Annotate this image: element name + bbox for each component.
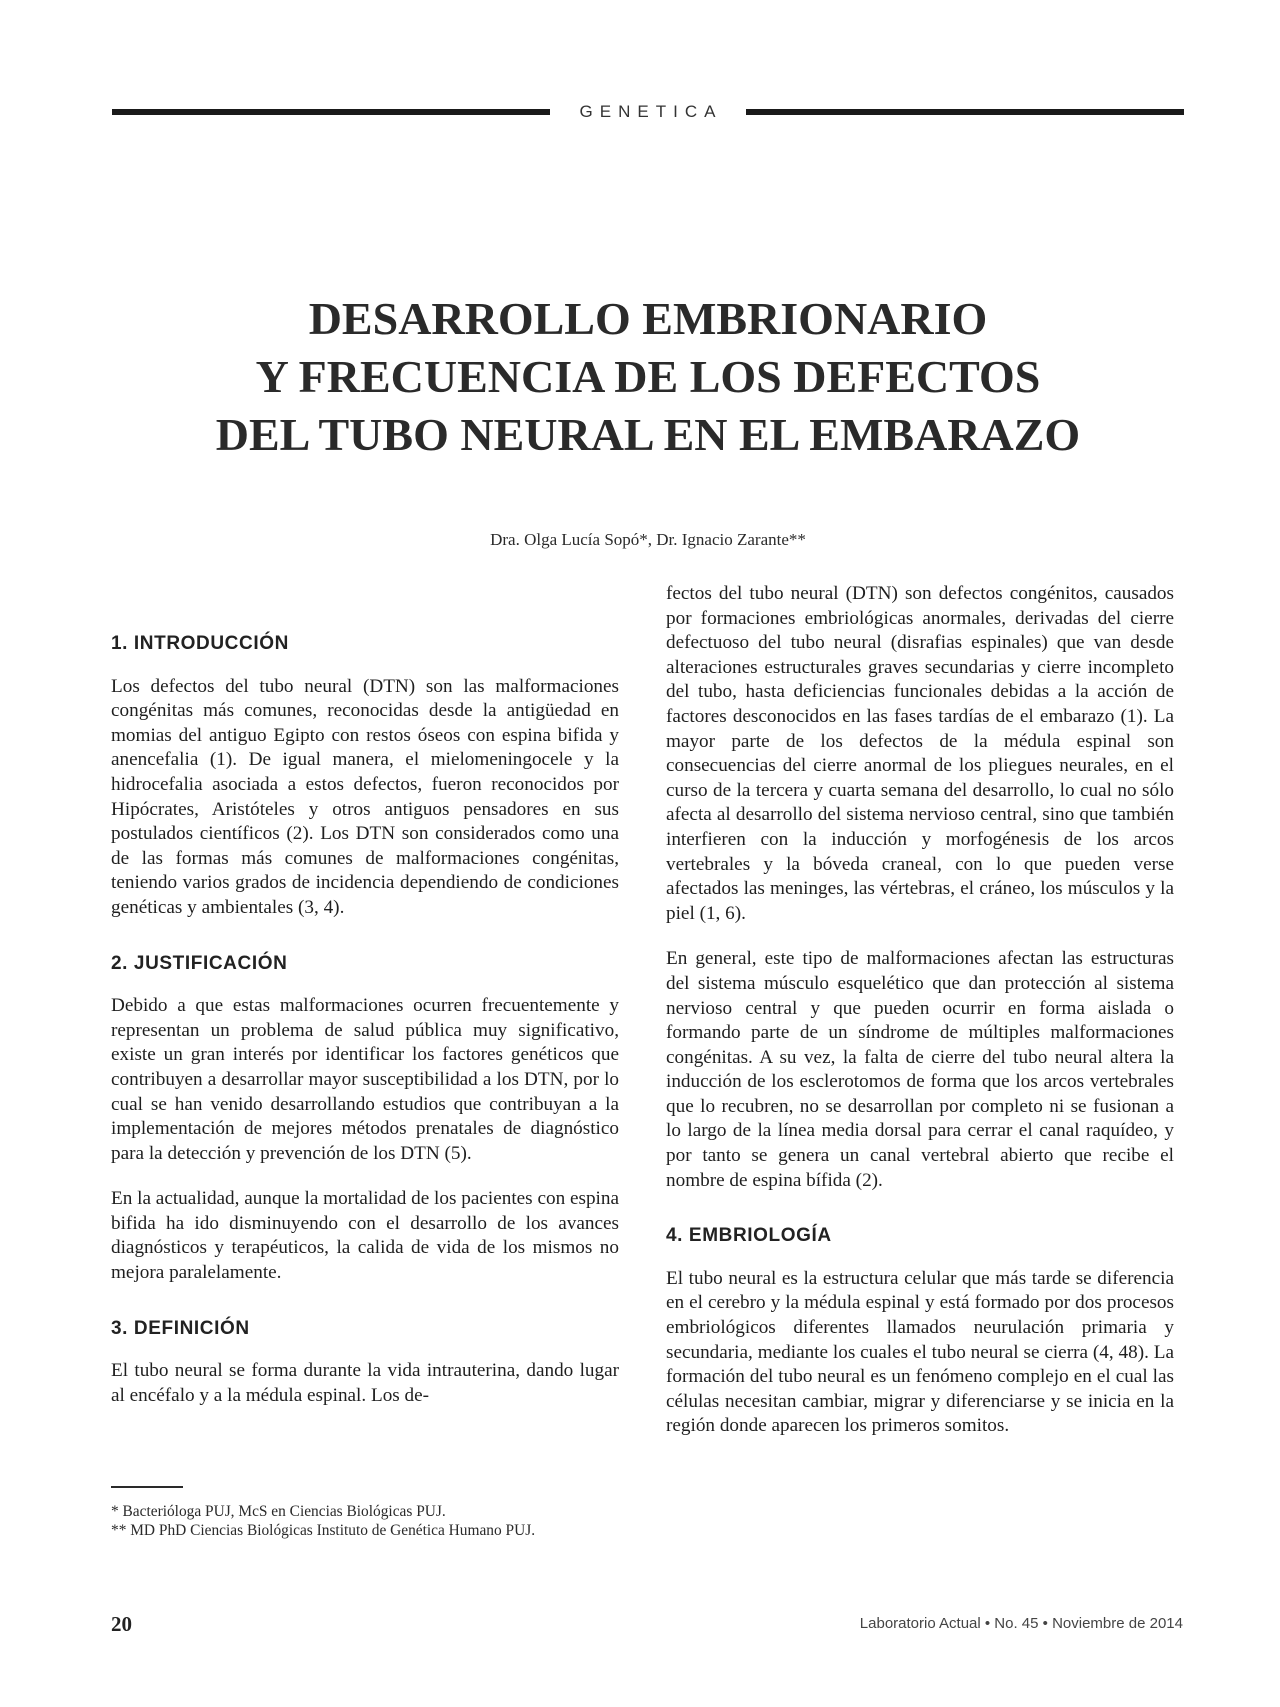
authors-line: Dra. Olga Lucía Sopó*, Dr. Ignacio Zarante** <box>490 530 806 549</box>
header-rule-left <box>112 109 550 115</box>
title-line-3: DEL TUBO NEURAL EN EL EMBARAZO <box>215 409 1081 460</box>
left-column <box>111 628 619 1429</box>
footnote-2: ** MD PhD Ciencias Biológicas Instituto de Genética Humano PUJ. <box>111 1522 536 1539</box>
section-header <box>112 98 1184 126</box>
paragraph: El tubo neural es la estructura celular que más tarde se diferencia en el cerebro y la médula espinal y está formado por dos procesos embriológicos diferentes llamados neurulación primaria y secundaria, mediante los cuales el tubo neural se cierra (4, 48). La formación del tubo neural es un fenómeno complejo en el cual las células necesitan cambiar, migrar y diferenciarse y se inicia en la región donde aparecen los primeros somitos. <box>666 1267 1174 1437</box>
journal-info: Laboratorio Actual • No. 45 • Noviembre de 2014 <box>859 1615 1183 1632</box>
paragraph: En la actualidad, aunque la mortalidad de los pacientes con espina bifida ha ido disminuyendo con el desarrollo de los avances diagnósticos y terapéuticos, la calida de vida de los mismos no mejora paralelamente. <box>111 1188 619 1284</box>
section-heading-justificacion: 2. JUSTIFICACIÓN <box>111 952 288 974</box>
title-line-2: Y FRECUENCIA DE LOS DEFECTOS <box>255 351 1041 402</box>
header-rule-right <box>746 109 1184 115</box>
section-heading-embriologia: 4. EMBRIOLOGÍA <box>666 1225 832 1247</box>
paragraph: El tubo neural se forma durante la vida intrauterina, dando lugar al encéfalo y a la médula espinal. Los de- <box>111 1360 619 1406</box>
section-heading-introduccion: 1. INTRODUCCIÓN <box>111 633 289 654</box>
footnote-rule <box>111 1486 183 1488</box>
article-title <box>112 290 1184 464</box>
page-footer <box>111 1612 1183 1642</box>
section-heading-definicion: 3. DEFINICIÓN <box>111 1317 250 1339</box>
footnotes <box>111 1486 619 1540</box>
paragraph: Los defectos del tubo neural (DTN) son las malformaciones congénitas más comunes, reconocidas desde la antigüedad en momias del antiguo Egipto con restos óseos con espina bifida y anencefalia (1). De igual manera, el mielomeningocele y la hidrocefalia asociada a estos defectos, fueron reconocidos por Hipócrates, Aristóteles y otros antiguos pensadores en sus postulados científicos (2). Los DTN son considerados como una de las formas más comunes de malformaciones congénitas, teniendo varios grados de incidencia dependiendo de condiciones genéticas y ambientales (3, 4). <box>111 675 619 918</box>
title-line-1: DESARROLLO EMBRIONARIO <box>308 293 988 344</box>
footnote-1: * Bacterióloga PUJ, McS en Ciencias Biológicas PUJ. <box>111 1503 446 1520</box>
section-label: GENETICA <box>579 102 723 121</box>
paragraph: fectos del tubo neural (DTN) son defectos congénitos, causados por formaciones embriológicas anormales, derivadas del cierre defectuoso del tubo neural (disrafias espinales) que van desde alteraciones estructurales graves secundarias y cierre incompleto del tubo, hasta deficiencias funcionales debidas a la acción de factores desconocidos en las fases tardías de el embarazo (1). La mayor parte de los defectos de la médula espinal son consecuencias del cierre anormal de los pliegues neurales, en el curso de la tercera y cuarta semana del desarrollo, lo cual no sólo afecta al desarrollo del sistema nervioso central, sino que también interfieren con la inducción y morfogénesis de los arcos vertebrales y la bóveda craneal, con lo que pueden verse afectados las meninges, las vértebras, el cráneo, los músculos y la piel (1, 6). <box>666 583 1174 924</box>
paragraph: En general, este tipo de malformaciones afectan las estructuras del sistema músculo esquelético que dan protección al sistema nervioso central y que pueden ocurrir en forma aislada o formando parte de un síndrome de múltiples malformaciones congénitas. A su vez, la falta de cierre del tubo neural altera la inducción de los esclerotomos de forma que los arcos vertebrales que lo recubren, no se desarrollan por completo ni se fusionan a lo largo de la línea media dorsal para cerrar el canal raquídeo, y por tanto se genera un canal vertebral abierto que recibe el nombre de espina bífida (2). <box>666 948 1174 1191</box>
right-column <box>666 583 1174 1460</box>
paragraph: Debido a que estas malformaciones ocurren frecuentemente y representan un problema de salud pública muy significativo, existe un gran interés por identificar los factores genéticos que contribuyen a desarrollar mayor susceptibilidad a los DTN, por lo cual se han venido desarrollando estudios que contribuyan a la implementación de mejores métodos prenatales de diagnóstico para la detección y prevención de los DTN (5). <box>111 995 619 1164</box>
page-number: 20 <box>111 1612 132 1636</box>
